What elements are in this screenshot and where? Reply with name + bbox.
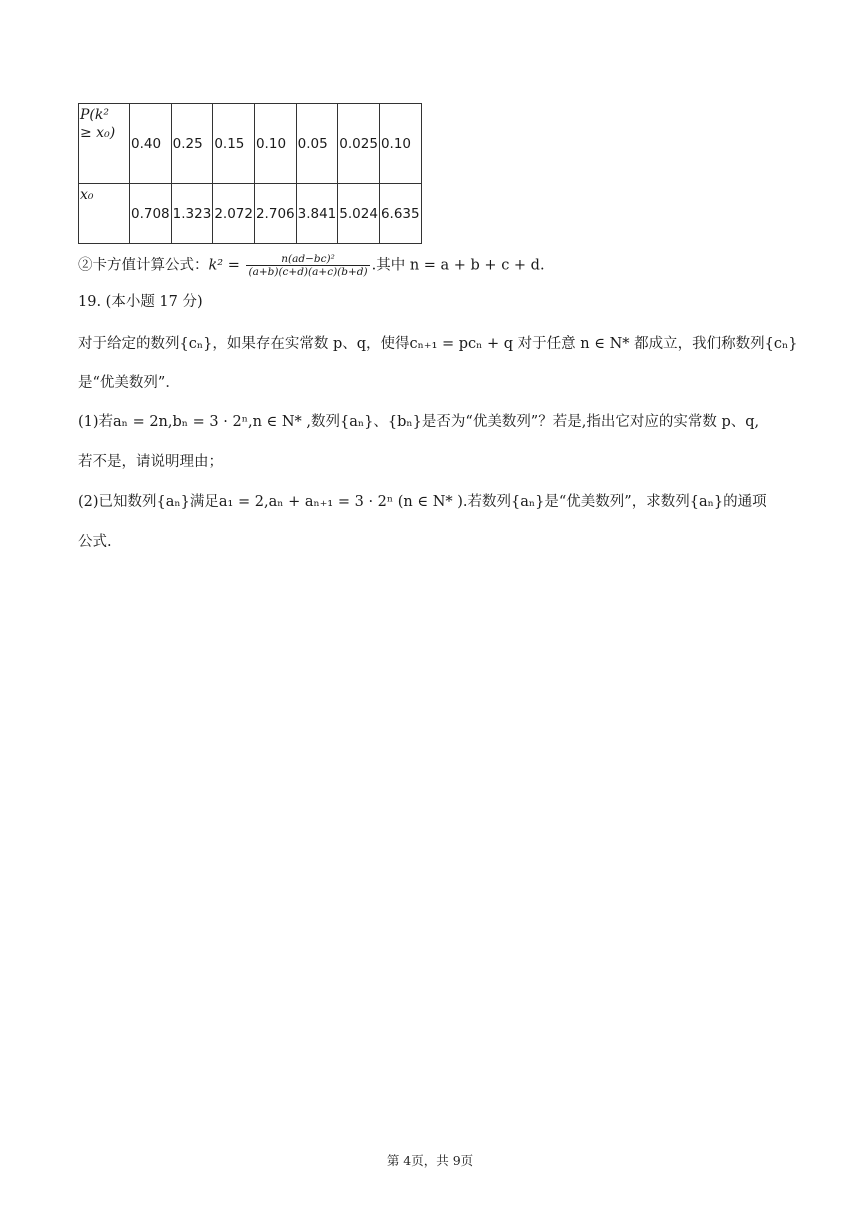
critical-value-table <box>78 103 422 244</box>
x-cell: 1.323 <box>171 184 213 244</box>
formula-denominator: (a+b)(c+d)(a+c)(b+d) <box>248 266 368 278</box>
question-header: 19. (本小题 17 分) <box>78 294 203 310</box>
table-row-probability <box>79 104 422 184</box>
formula-prefix: 卡方值计算公式： <box>92 257 209 274</box>
table-row-critical-values <box>79 184 422 244</box>
question-part2-line1: (2)已知数列{aₙ}满足a₁ = 2,aₙ + aₙ₊₁ = 3 · 2ⁿ (n ∈ N* ).若数列{aₙ}是“优美数列”，求数列{aₙ}的通项 <box>78 494 767 510</box>
question-part1-line1: (1)若aₙ = 2n,bₙ = 3 · 2ⁿ,n ∈ N* ,数列{aₙ}、{bₙ}是否为“优美数列”？若是,指出它对应的实常数 p、q, <box>78 414 760 430</box>
question-intro-line1: 对于给定的数列{cₙ}，如果存在实常数 p、q，使得cₙ₊₁ = pcₙ + q 对于任意 n ∈ N* 都成立，我们称数列{cₙ} <box>78 336 798 352</box>
circle-number: ② <box>78 257 93 274</box>
row-label-x0: x₀ <box>79 184 130 244</box>
row-label-line2: ≥ x₀) <box>80 125 116 141</box>
p-cell: 0.25 <box>171 104 213 184</box>
p-cell: 0.10 <box>254 104 296 184</box>
formula-fraction <box>246 253 369 278</box>
x-cell: 2.706 <box>254 184 296 244</box>
x-cell: 3.841 <box>296 184 338 244</box>
p-cell: 0.05 <box>296 104 338 184</box>
p-cell: 0.40 <box>130 104 172 184</box>
question-intro-line2: 是“优美数列”． <box>78 375 180 391</box>
question-part1-line2: 若不是，请说明理由； <box>78 454 223 470</box>
x-cell: 5.024 <box>338 184 380 244</box>
page-footer: 第 4页，共 9页 <box>386 1153 474 1168</box>
p-cell: 0.15 <box>213 104 255 184</box>
row-label-line1: P(k² <box>80 107 109 123</box>
row-label-probability <box>79 104 130 184</box>
formula-numerator: n(ad−bc)² <box>246 253 369 266</box>
question-part2-line2: 公式. <box>78 534 112 550</box>
formula-suffix: .其中 n = a + b + c + d. <box>371 257 545 274</box>
x-cell: 6.635 <box>379 184 421 244</box>
p-cell: 0.025 <box>338 104 380 184</box>
x-cell: 0.708 <box>130 184 172 244</box>
formula-note <box>78 253 545 278</box>
formula-lhs: k² = <box>208 257 240 274</box>
p-cell: 0.10 <box>379 104 421 184</box>
x-cell: 2.072 <box>213 184 255 244</box>
